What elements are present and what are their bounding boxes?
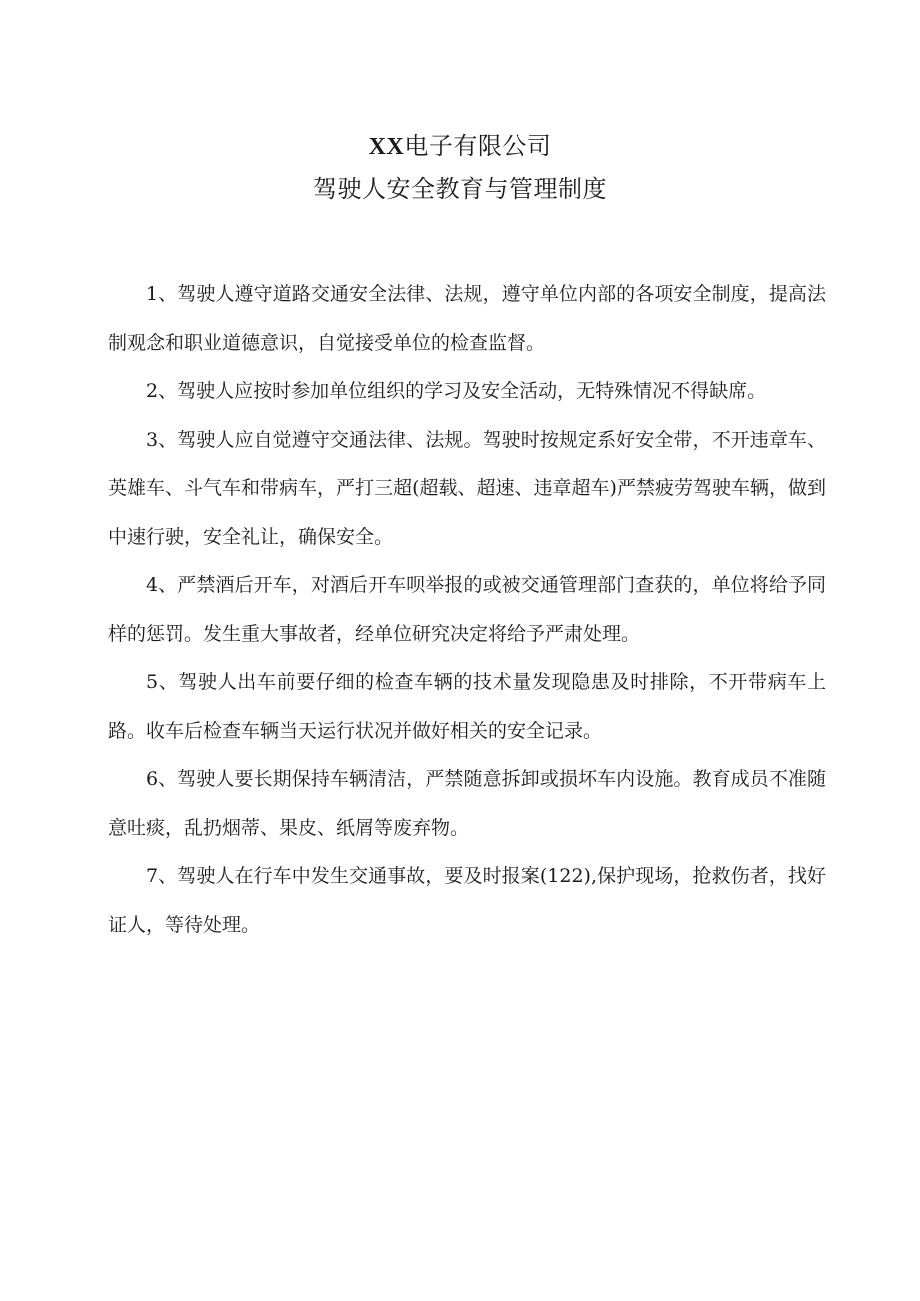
paragraph-3: 3、驾驶人应自觉遵守交通法律、法规。驾驶时按规定系好安全带，不开违章车、英雄车、斗气车和带病车，严打三超(超载、超速、违章超车)严禁疲劳驾驶车辆，做到中速行驶，安全礼让，确保安全。 [108,428,826,548]
paragraph-7: 7、驾驶人在行车中发生交通事故，要及时报案(122),保护现场，抢救伤者，找好证人，等待处理。 [108,865,826,936]
company-name [0,126,920,167]
paragraph-1: 1、驾驶人遵守道路交通安全法律、法规，遵守单位内部的各项安全制度，提高法制观念和职业道德意识，自觉接受单位的检查监督。 [108,283,826,354]
paragraph-5: 5、驾驶人出车前要仔细的检查车辆的技术量发现隐患及时排除，不开带病车上路。收车后检查车辆当天运行状况并做好相关的安全记录。 [108,671,826,742]
document-title: 驾驶人安全教育与管理制度 [313,175,607,203]
paragraph-2: 2、驾驶人应按时参加单位组织的学习及安全活动，无特殊情况不得缺席。 [146,380,767,402]
company-name-prefix: XX [368,134,405,160]
document-body [108,270,826,949]
paragraph-4: 4、严禁酒后开车，对酒后开车呗举报的或被交通管理部门查获的，单位将给予同样的惩罚。发生重大事故者，经单位研究决定将给予严肃处理。 [108,574,826,645]
paragraph-6: 6、驾驶人要长期保持车辆清洁，严禁随意拆卸或损坏车内设施。教育成员不准随意吐痰，乱扔烟蒂、果皮、纸屑等废弃物。 [108,768,826,839]
company-name-suffix: 电子有限公司 [404,132,552,160]
document-header [0,126,920,209]
